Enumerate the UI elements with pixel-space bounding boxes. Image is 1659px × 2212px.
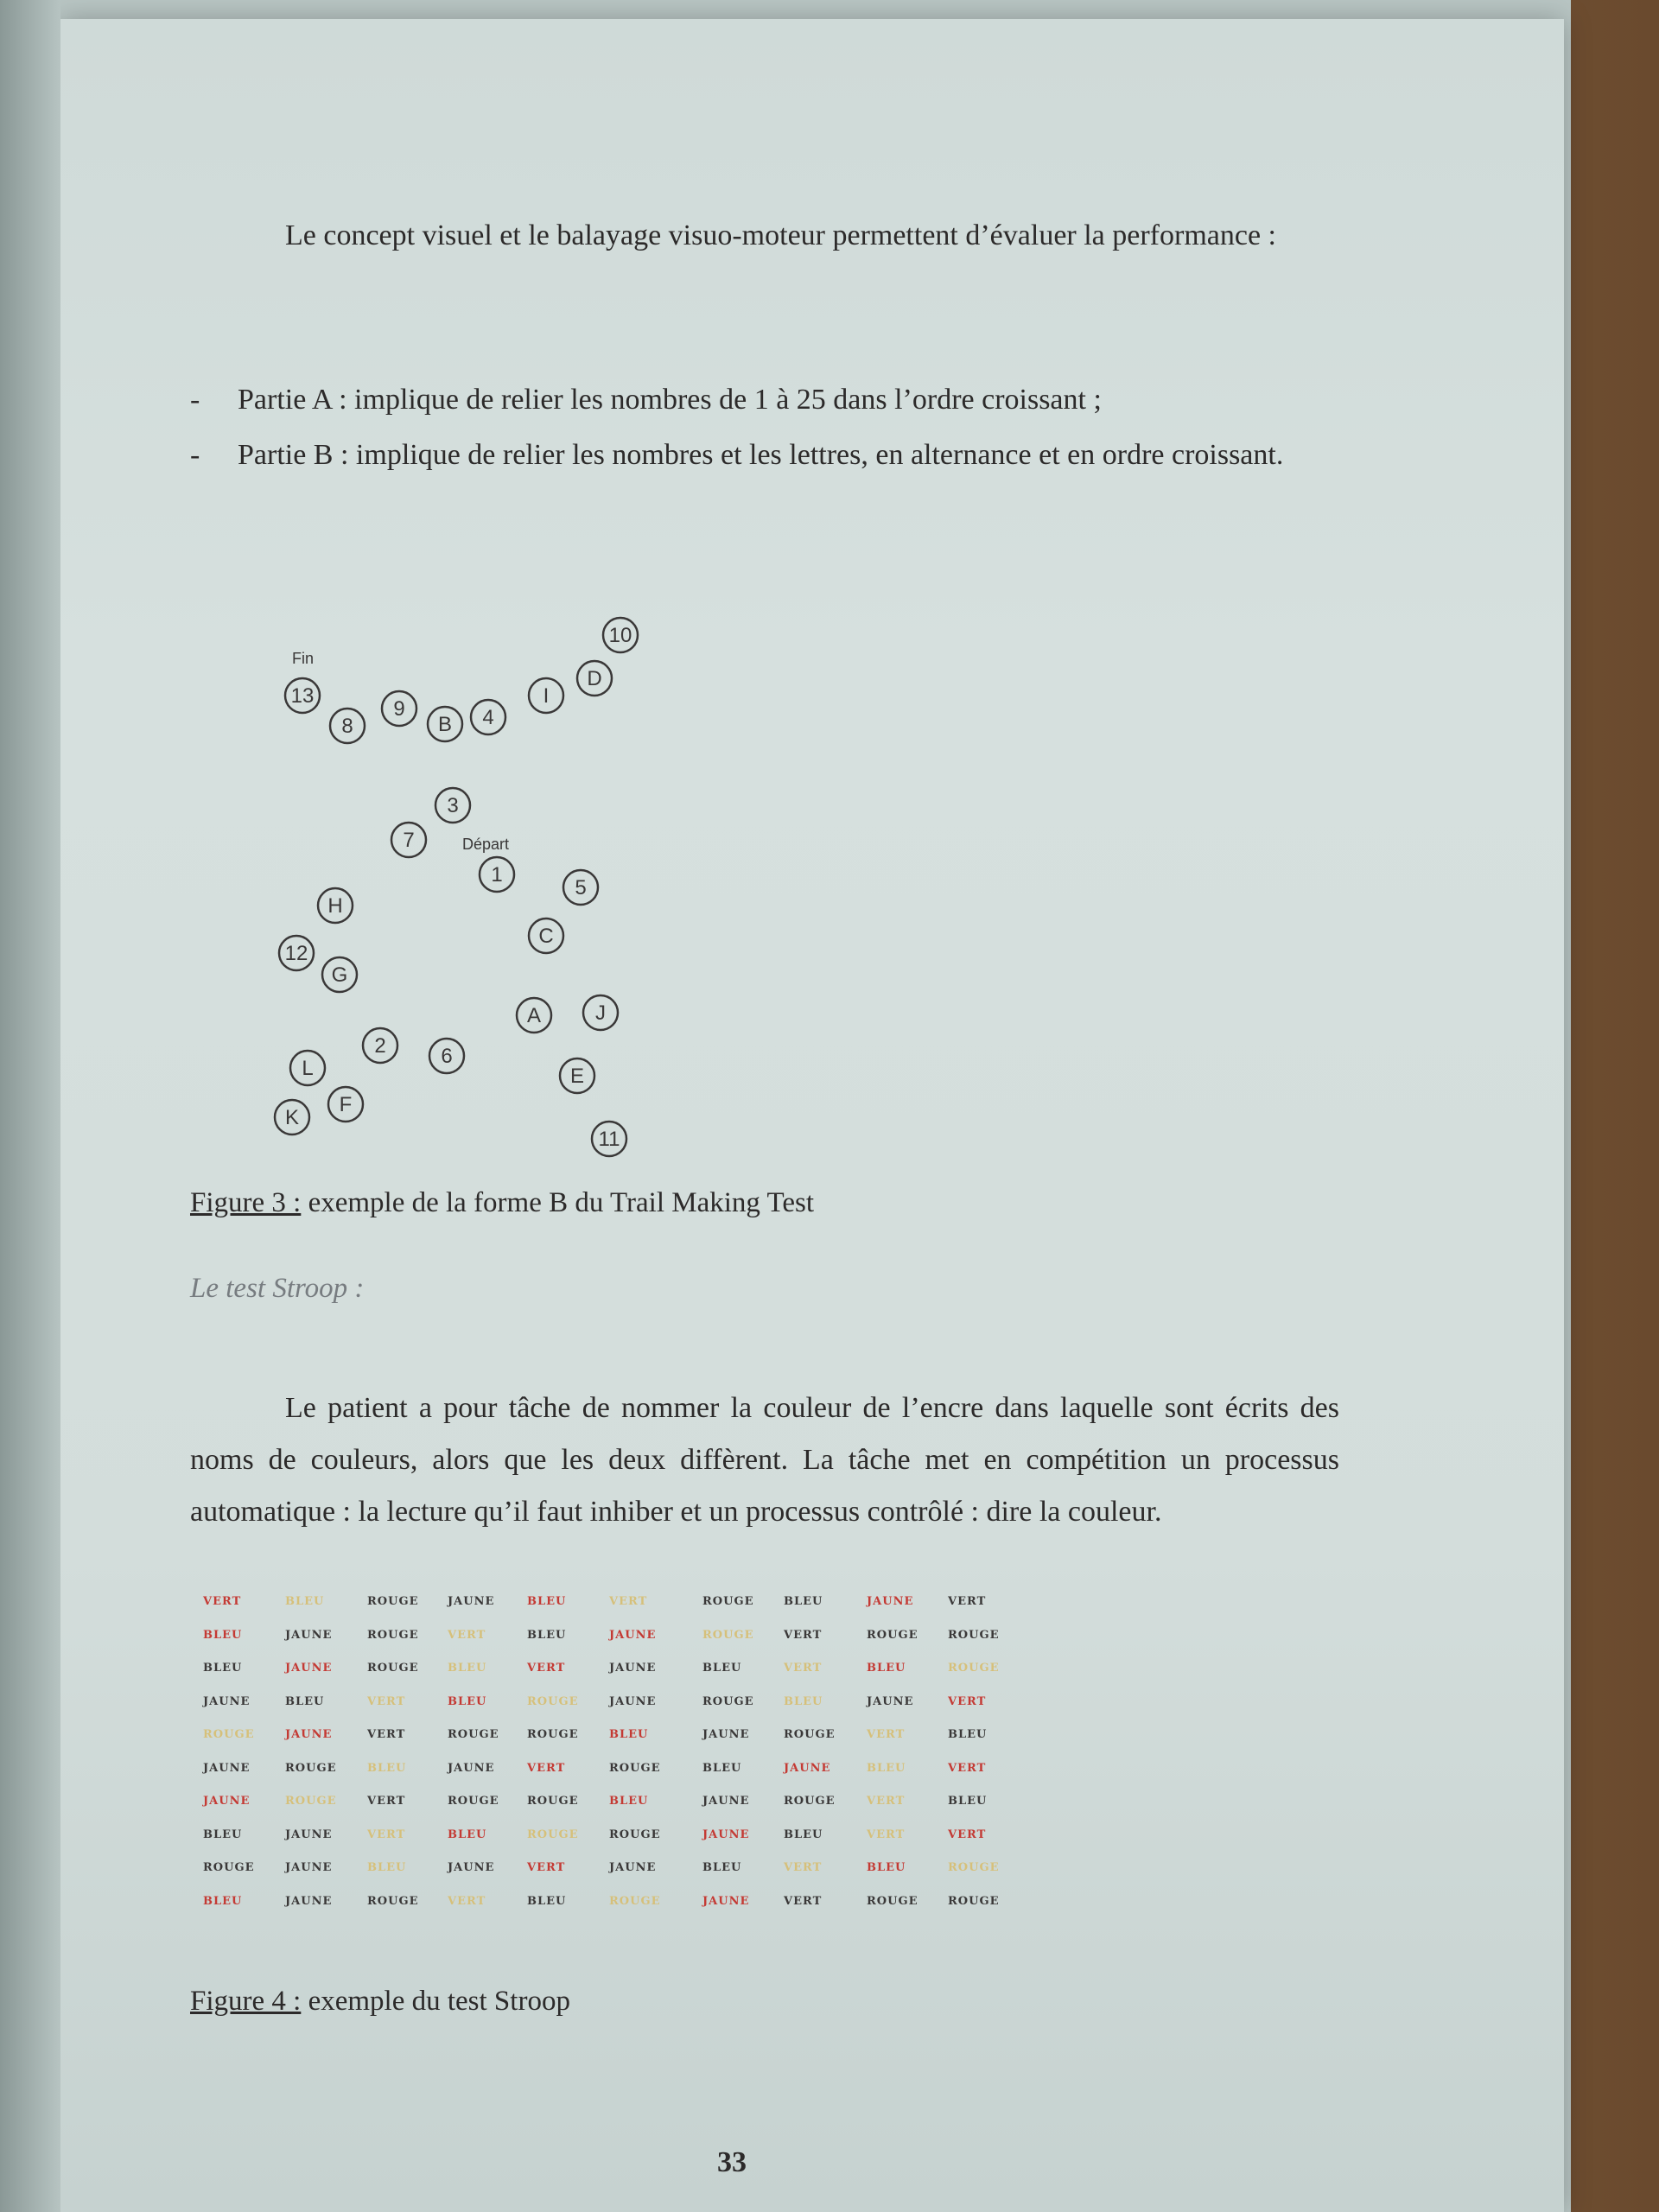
stroop-row [203, 1795, 1024, 1828]
stroop-row [203, 1695, 1024, 1729]
stroop-word: ROUGE [527, 1795, 579, 1808]
svg-text:1: 1 [491, 863, 503, 887]
svg-text:12: 12 [284, 942, 308, 965]
stroop-word: JAUNE [203, 1761, 251, 1775]
stroop-row [203, 1595, 1024, 1629]
bullet-marker: - [190, 439, 200, 471]
svg-text:8: 8 [341, 715, 353, 738]
stroop-word: VERT [448, 1628, 486, 1642]
svg-text:3: 3 [447, 794, 459, 817]
stroop-word: VERT [867, 1728, 906, 1741]
stroop-word: ROUGE [702, 1694, 754, 1708]
stroop-word: ROUGE [609, 1761, 661, 1775]
svg-text:9: 9 [393, 697, 405, 721]
stroop-word: JAUNE [203, 1694, 251, 1708]
stroop-word: BLEU [702, 1761, 742, 1775]
trail-circle-6 [429, 1039, 464, 1073]
svg-text:I: I [543, 684, 550, 708]
stroop-word: JAUNE [609, 1694, 657, 1708]
trail-circle-k [275, 1100, 309, 1135]
stroop-word: VERT [448, 1894, 486, 1908]
stroop-word: BLEU [784, 1694, 823, 1708]
stroop-word: ROUGE [203, 1861, 255, 1874]
svg-text:K: K [284, 1106, 300, 1129]
stroop-row [203, 1728, 1024, 1762]
trail-circle-b [428, 707, 462, 741]
svg-text:5: 5 [575, 876, 587, 899]
stroop-word: ROUGE [702, 1595, 754, 1608]
stroop-row [203, 1895, 1024, 1929]
svg-text:10: 10 [608, 624, 632, 647]
trail-circle-e [560, 1058, 594, 1093]
stroop-word: JAUNE [285, 1861, 333, 1874]
trail-circle-g [322, 957, 357, 992]
svg-text:11: 11 [598, 1128, 620, 1151]
svg-text:2: 2 [374, 1034, 386, 1058]
svg-text:J: J [595, 1001, 606, 1025]
figure-3-caption [190, 1187, 814, 1219]
trail-circle-2 [363, 1028, 397, 1063]
stroop-word: ROUGE [203, 1728, 255, 1741]
stroop-word: VERT [784, 1662, 823, 1675]
intro-paragraph: Le concept visuel et le balayage visuo-moteur permettent d’évaluer la performance : [285, 219, 1276, 251]
stroop-word: ROUGE [527, 1728, 579, 1741]
stroop-row [203, 1762, 1024, 1796]
stroop-word: JAUNE [702, 1827, 750, 1841]
stroop-word: ROUGE [367, 1595, 419, 1608]
stroop-word: BLEU [702, 1861, 742, 1874]
end-label: Fin [292, 650, 315, 667]
stroop-word: VERT [527, 1662, 566, 1675]
stroop-word: ROUGE [948, 1861, 1000, 1874]
bullet-text: Partie A : implique de relier les nombres de 1 à 25 dans l’ordre croissant ; [238, 384, 1102, 416]
stroop-word: BLEU [448, 1827, 487, 1841]
trail-circle-7 [391, 823, 426, 857]
stroop-word: JAUNE [285, 1662, 333, 1675]
stroop-word: VERT [867, 1795, 906, 1808]
stroop-word: BLEU [203, 1894, 243, 1908]
stroop-word: BLEU [285, 1694, 325, 1708]
figure-4-label: Figure 4 : [190, 1986, 302, 2017]
trail-circle-f [328, 1087, 363, 1122]
stroop-word: JAUNE [448, 1761, 495, 1775]
stroop-word: JAUNE [285, 1728, 333, 1741]
stroop-word: VERT [609, 1595, 648, 1608]
stroop-grid [203, 1595, 1024, 1928]
stroop-word: BLEU [784, 1827, 823, 1841]
stroop-word: BLEU [285, 1595, 325, 1608]
stroop-word: VERT [948, 1827, 987, 1841]
stroop-word: VERT [367, 1795, 406, 1808]
svg-text:E: E [569, 1065, 585, 1088]
stroop-word: ROUGE [527, 1694, 579, 1708]
stroop-word: ROUGE [609, 1827, 661, 1841]
stroop-word: BLEU [367, 1761, 407, 1775]
stroop-row [203, 1629, 1024, 1662]
stroop-word: BLEU [527, 1595, 567, 1608]
stroop-word: ROUGE [367, 1662, 419, 1675]
figure-3-label: Figure 3 : [190, 1187, 302, 1218]
stroop-word: JAUNE [203, 1795, 251, 1808]
trail-circle-8 [330, 709, 365, 743]
stroop-word: BLEU [203, 1662, 243, 1675]
stroop-word: ROUGE [448, 1795, 499, 1808]
stroop-word: ROUGE [784, 1795, 836, 1808]
stroop-word: VERT [948, 1761, 987, 1775]
stroop-row [203, 1861, 1024, 1895]
stroop-word: VERT [367, 1827, 406, 1841]
trail-circle-l [290, 1051, 325, 1085]
figure-4-caption [190, 1986, 570, 2018]
stroop-word: BLEU [867, 1761, 906, 1775]
stroop-word: BLEU [702, 1662, 742, 1675]
stroop-word: BLEU [448, 1662, 487, 1675]
figure-4-text: exemple du test Stroop [301, 1986, 570, 2017]
svg-text:H: H [327, 894, 343, 918]
svg-text:B: B [437, 713, 453, 736]
stroop-word: JAUNE [285, 1894, 333, 1908]
trail-circle-3 [435, 788, 470, 823]
stroop-heading: Le test Stroop : [190, 1273, 365, 1304]
stroop-word: VERT [948, 1595, 987, 1608]
trail-circle-i [529, 678, 563, 713]
stroop-word: JAUNE [448, 1595, 495, 1608]
trail-circle-h [318, 888, 353, 923]
stroop-word: VERT [784, 1628, 823, 1642]
trail-circle-a [517, 998, 551, 1033]
svg-text:G: G [331, 963, 348, 987]
trail-circle-4 [471, 700, 505, 734]
stroop-word: BLEU [448, 1694, 487, 1708]
stroop-word: VERT [527, 1761, 566, 1775]
svg-text:6: 6 [441, 1045, 453, 1068]
stroop-word: JAUNE [702, 1795, 750, 1808]
stroop-word: JAUNE [609, 1662, 657, 1675]
stroop-word: BLEU [203, 1827, 243, 1841]
svg-text:L: L [302, 1057, 314, 1080]
svg-text:A: A [526, 1004, 542, 1027]
bullet-marker: - [190, 384, 200, 416]
figure-3-text: exemple de la forme B du Trail Making Test [301, 1187, 815, 1218]
svg-text:13: 13 [290, 684, 315, 708]
stroop-word: VERT [367, 1728, 406, 1741]
stroop-word: ROUGE [948, 1662, 1000, 1675]
svg-text:4: 4 [482, 706, 494, 729]
stroop-paragraph: Le patient a pour tâche de nommer la couleur de l’encre dans laquelle sont écrits des noms de couleurs, alors que les deux diffèrent. La tâche met en compétition un processus automatique : la lecture qu’il faut inhiber et un processus contrôlé : dire la couleur. [190, 1392, 1339, 1528]
stroop-word: JAUNE [285, 1628, 333, 1642]
stroop-word: BLEU [784, 1595, 823, 1608]
stroop-word: BLEU [527, 1894, 567, 1908]
stroop-word: JAUNE [702, 1894, 750, 1908]
stroop-word: VERT [948, 1694, 987, 1708]
stroop-word: BLEU [867, 1861, 906, 1874]
stroop-word: BLEU [948, 1795, 988, 1808]
stroop-word: ROUGE [784, 1728, 836, 1741]
svg-text:C: C [538, 925, 554, 948]
stroop-word: JAUNE [867, 1595, 914, 1608]
stroop-word: ROUGE [948, 1628, 1000, 1642]
stroop-word: ROUGE [867, 1894, 918, 1908]
start-label: Départ [462, 836, 510, 853]
stroop-word: ROUGE [285, 1761, 337, 1775]
stroop-word: ROUGE [367, 1628, 419, 1642]
stroop-word: ROUGE [367, 1894, 419, 1908]
stroop-word: ROUGE [448, 1728, 499, 1741]
stroop-word: ROUGE [285, 1795, 337, 1808]
stroop-word: BLEU [609, 1728, 649, 1741]
trail-circle-j [583, 995, 618, 1030]
trail-circle-9 [382, 691, 416, 726]
bullet-text: Partie B : implique de relier les nombres et les lettres, en alternance et en ordre croissant. [238, 439, 1284, 471]
stroop-word: JAUNE [784, 1761, 831, 1775]
trail-circle-5 [563, 870, 598, 905]
stroop-word: JAUNE [609, 1861, 657, 1874]
stroop-word: BLEU [367, 1861, 407, 1874]
stroop-row [203, 1662, 1024, 1695]
stroop-word: BLEU [948, 1728, 988, 1741]
stroop-word: BLEU [867, 1662, 906, 1675]
trail-circle-10 [603, 618, 638, 652]
stroop-row [203, 1828, 1024, 1862]
stroop-word: VERT [867, 1827, 906, 1841]
stroop-word: BLEU [527, 1628, 567, 1642]
stroop-word: VERT [527, 1861, 566, 1874]
stroop-word: ROUGE [527, 1827, 579, 1841]
stroop-word: ROUGE [609, 1894, 661, 1908]
stroop-word: BLEU [203, 1628, 243, 1642]
page-number: 33 [717, 2146, 747, 2178]
stroop-word: ROUGE [867, 1628, 918, 1642]
trail-circle-12 [279, 936, 314, 970]
trail-circle-11 [592, 1122, 626, 1156]
stroop-word: JAUNE [609, 1628, 657, 1642]
stroop-word: VERT [784, 1894, 823, 1908]
trail-circle-13 [285, 678, 320, 713]
stroop-word: JAUNE [448, 1861, 495, 1874]
svg-text:F: F [339, 1093, 353, 1116]
stroop-word: ROUGE [948, 1894, 1000, 1908]
svg-text:D: D [587, 667, 602, 690]
stroop-word: JAUNE [867, 1694, 914, 1708]
stroop-word: VERT [367, 1694, 406, 1708]
stroop-word: JAUNE [285, 1827, 333, 1841]
trail-circle-d [577, 661, 612, 696]
stroop-word: ROUGE [702, 1628, 754, 1642]
stroop-word: VERT [784, 1861, 823, 1874]
stroop-word: JAUNE [702, 1728, 750, 1741]
stroop-word: VERT [203, 1595, 242, 1608]
svg-text:7: 7 [403, 829, 415, 852]
trail-circle-1 [480, 857, 514, 892]
trail-circle-c [529, 918, 563, 953]
stroop-word: BLEU [609, 1795, 649, 1808]
